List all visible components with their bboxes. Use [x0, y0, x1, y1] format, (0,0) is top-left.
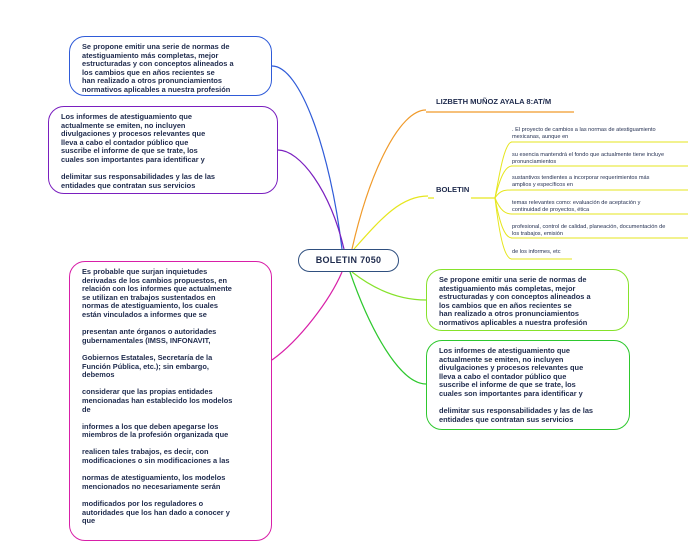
- left-concerns-text: Es probable que surjan inquietudes derivadas de los cambios propuestos, en relación con los informes que actualmente se utilizan en trabajos sustentados en normas de atestiguamiento, los cuales están vinculados a informes que se presentan ante órganos o autoridades gubernamentales (IMSS, INFONAVIT, Gobiernos Estatales, Secretaría de la Función Pública, etc.); sin embargo, debemos considerar que las propias entidades mencionadas han establecido los modelos de informes a los que deben apegarse los miembros de la profesión organizada que realicen tales trabajos, es decir, con modificaciones o sin modificaciones a las normas de atestiguamiento, los modelos mencionados no necesariamente serán modificados por los reguladores o autoridades que los han dado a conocer y que: [82, 267, 233, 526]
- boletin-leaf-item[interactable]: profesional, control de calidad, planeación, documentación de los trabajos, emisión: [512, 224, 666, 237]
- left-reports-node[interactable]: [48, 106, 278, 194]
- right-reports-node[interactable]: [426, 340, 630, 430]
- boletin-leaf-item[interactable]: temas relevantes como: evaluación de aceptación y continuidad de proyectos, ética: [512, 200, 641, 213]
- left-concerns-node[interactable]: [69, 261, 272, 541]
- boletin-leaf-item[interactable]: de los informes, etc: [512, 249, 561, 255]
- connector-left-concerns: [272, 272, 342, 360]
- right-proposal-text: Se propone emitir una serie de normas de atestiguamiento más completas, mejor estructuradas y con conceptos alineados a los cambios que en años recientes se han realizado a otros pronunciamientos normativos aplicables a nuestra profesión: [439, 275, 591, 327]
- boletin-leaf-item[interactable]: su esencia mantendrá el fondo que actualmente tiene incluye pronunciamientos: [512, 152, 665, 165]
- connector-right-boletin: [354, 196, 428, 249]
- boletin-label: BOLETIN: [436, 185, 470, 194]
- connector-right-proposal: [352, 272, 426, 300]
- central-topic-label: BOLETIN 7050: [315, 255, 382, 266]
- boletin-leaf-item[interactable]: sustantivos tendientes a incorporar requerimientos más amplios y específicos en: [512, 175, 650, 188]
- left-reports-text: Los informes de atestiguamiento que actualmente se emiten, no incluyen divulgaciones y procesos relevantes que lleva a cabo el contador público que suscribe el informe de que se trate, los cuales son importantes para identificar y delimitar sus responsabilidades y las de las entidades que contratan sus servicios: [61, 112, 216, 190]
- left-proposal-node[interactable]: [69, 36, 272, 96]
- author-label: LIZBETH MUÑOZ AYALA 8:AT/M: [436, 97, 552, 106]
- central-topic[interactable]: [298, 249, 399, 272]
- boletin-leaf-item[interactable]: . El proyecto de cambios a las normas de atestiguamiento mexicanas, aunque en: [512, 127, 656, 140]
- connector-right-author: [352, 110, 426, 249]
- left-proposal-text: Se propone emitir una serie de normas de atestiguamiento más completas, mejor estructuradas y con conceptos alineados a los cambios que en años recientes se han realizado a otros pronunciamientos normativos aplicables a nuestra profesión: [82, 42, 234, 94]
- connector-right-reports: [350, 272, 426, 384]
- boletin-leaf-connectors: [495, 142, 512, 259]
- right-proposal-node[interactable]: [426, 269, 629, 331]
- author-node[interactable]: [434, 98, 553, 111]
- connector-left-proposal: [272, 66, 342, 249]
- boletin-node[interactable]: [434, 186, 471, 199]
- right-reports-text: Los informes de atestiguamiento que actualmente se emiten, no incluyen divulgaciones y procesos relevantes que lleva a cabo el contador público que suscribe el informe de que se trate, los cuales son importantes para identificar y delimitar sus responsabilidades y las de las entidades que contratan sus servicios: [439, 346, 594, 424]
